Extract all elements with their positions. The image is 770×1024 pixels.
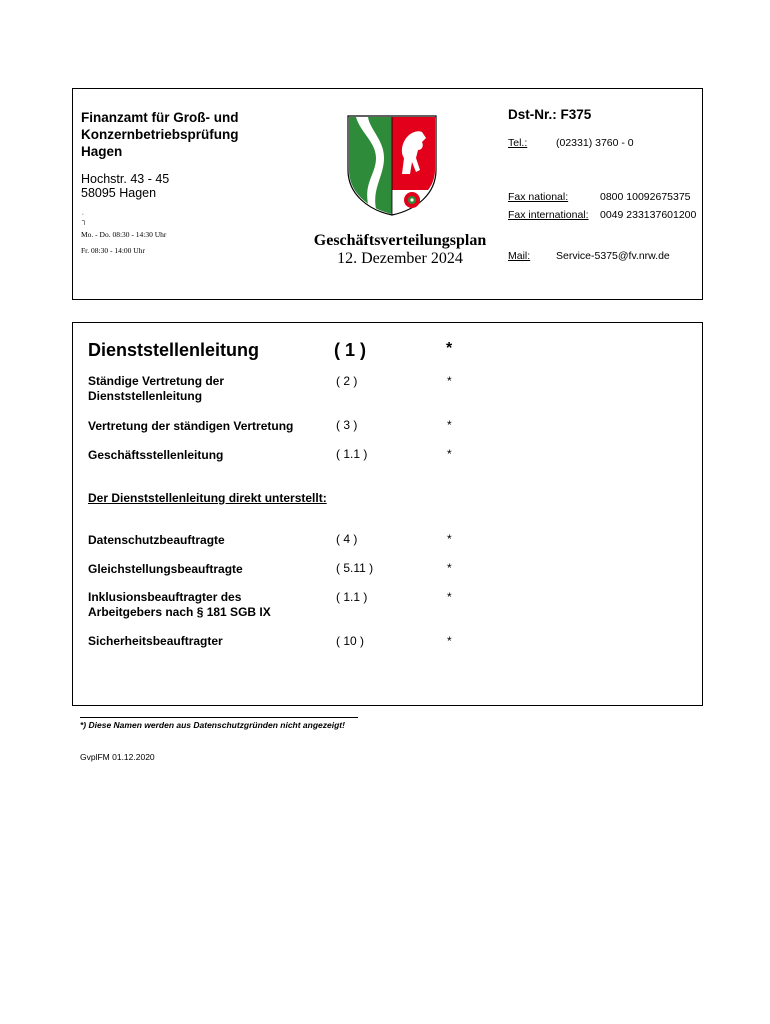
entry-unit-number: ( 3 ) bbox=[336, 418, 358, 432]
tel-value: (02331) 3760 - 0 bbox=[556, 137, 634, 149]
fax-international-label: Fax international: bbox=[508, 209, 589, 221]
entry-name-placeholder: * bbox=[447, 561, 452, 575]
entry-unit-number: ( 4 ) bbox=[336, 532, 358, 546]
entry-unit-number: ( 1.1 ) bbox=[336, 590, 368, 604]
office-name-line-2: Konzernbetriebsprüfung bbox=[81, 127, 239, 142]
entry-label: Inklusionsbeauftragter des Arbeitgebers nach § 181 SGB IX bbox=[88, 590, 271, 619]
version-label: GvplFM 01.12.2020 bbox=[80, 752, 155, 762]
mail-label: Mail: bbox=[508, 250, 531, 262]
opening-hours-mon-thu: Mo. - Do. 08:30 - 14:30 Uhr bbox=[81, 230, 167, 239]
mail-link[interactable]: Service-5375@fv.nrw.de bbox=[556, 250, 670, 262]
tel-label: Tel.: bbox=[508, 137, 528, 149]
privacy-footnote: *) Diese Namen werden aus Datenschutzgründen nicht angezeigt! bbox=[80, 720, 345, 730]
office-name-line-1: Finanzamt für Groß- und bbox=[81, 110, 239, 125]
entry-unit-number: ( 1 ) bbox=[334, 340, 367, 360]
entry-unit-number: ( 1.1 ) bbox=[336, 447, 368, 461]
nrw-coat-of-arms-icon bbox=[346, 112, 438, 216]
office-address bbox=[81, 172, 169, 200]
footnote-divider bbox=[80, 717, 358, 718]
direct-reports-heading: Der Dienststellenleitung direkt unterstellt: bbox=[88, 491, 327, 505]
entry-label: Geschäftsstellenleitung bbox=[88, 448, 224, 462]
entry-label: Dienststellenleitung bbox=[88, 340, 260, 360]
entry-name-placeholder: * bbox=[447, 374, 452, 388]
entry-label: Datenschutzbeauftragte bbox=[88, 533, 225, 547]
entry-label: Vertretung der ständigen Vertretung bbox=[88, 419, 294, 433]
city: 58095 Hagen bbox=[81, 186, 157, 200]
entry-unit-number: ( 2 ) bbox=[336, 374, 358, 388]
entry-name-placeholder: * bbox=[447, 447, 452, 461]
opening-hours-fri: Fr. 08:30 - 14:00 Uhr bbox=[81, 246, 145, 255]
plan-date: 12. Dezember 2024 bbox=[337, 250, 463, 267]
entry-name-placeholder: * bbox=[447, 532, 452, 546]
entry-label: Sicherheitsbeauftragter bbox=[88, 634, 223, 648]
entry-name-placeholder: * bbox=[447, 590, 452, 604]
plan-title: Geschäftsverteilungsplan bbox=[313, 232, 487, 249]
office-number: Dst-Nr.: F375 bbox=[508, 107, 592, 122]
entry-label: Gleichstellungsbeauftragte bbox=[88, 562, 243, 576]
entry-name-placeholder: * bbox=[446, 340, 453, 357]
entry-unit-number: ( 10 ) bbox=[336, 634, 365, 648]
office-name bbox=[81, 109, 301, 160]
street: Hochstr. 43 - 45 bbox=[81, 172, 170, 186]
entry-unit-number: ( 5.11 ) bbox=[336, 561, 374, 575]
office-name-line-3: Hagen bbox=[81, 144, 123, 159]
fax-national-label: Fax national: bbox=[508, 191, 569, 203]
entry-name-placeholder: * bbox=[447, 634, 452, 648]
wheelchair-icon: ∙ ┐ bbox=[82, 211, 87, 225]
fax-international-value: 0049 233137601200 bbox=[600, 209, 697, 221]
fax-national-value: 0800 10092675375 bbox=[600, 191, 691, 203]
entry-label: Ständige Vertretung der Dienststellenleitung bbox=[88, 374, 225, 403]
entry-name-placeholder: * bbox=[447, 418, 452, 432]
